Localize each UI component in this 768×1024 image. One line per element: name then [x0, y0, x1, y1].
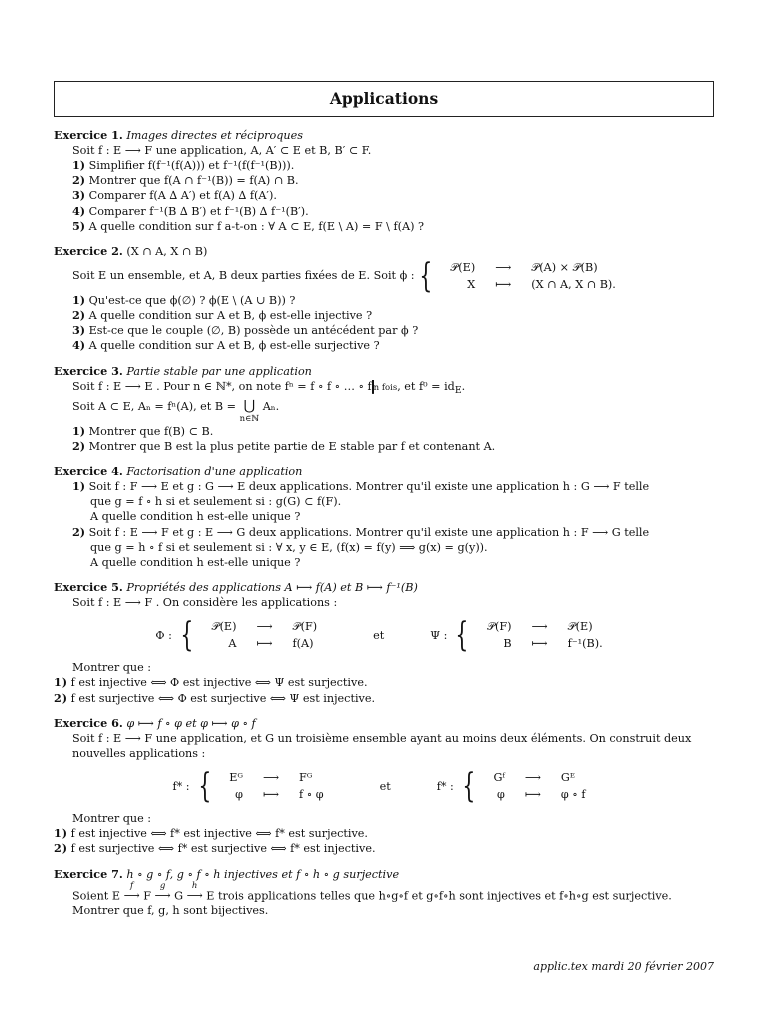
map-domain: 𝒫(E) — [450, 260, 476, 274]
exercise-2-intro-text: Soit E un ensemble, et A, B deux parties fixées de E. Soit ϕ : — [72, 269, 415, 283]
map-domain: Eᴳ — [229, 770, 243, 784]
union-subscript: n∈ℕ — [239, 413, 260, 424]
exercise-7-text-b: trois applications telles que h∘g∘f et g∘f∘h sont injectives et f∘h∘g est surjective. — [217, 889, 672, 903]
exercise-2-item-3 — [54, 323, 714, 338]
exercise-3-label: Exercice 3. — [54, 363, 123, 378]
Phi-mapping — [155, 615, 327, 656]
arrow-label: h — [191, 880, 198, 891]
map-image: φ ∘ f — [560, 788, 586, 802]
exercise-3-line2-b: Aₙ. — [262, 400, 280, 414]
exercise-5-label: Exercice 5. — [54, 579, 123, 594]
map-domain: 𝒫(E) — [211, 620, 237, 634]
exercise-6-item-1 — [54, 826, 714, 841]
map-arrow: ⟶ — [495, 260, 512, 274]
exercise-4-subtitle: Factorisation d'une application — [126, 465, 303, 479]
exercise-3-intro-b: , et f⁰ = id — [397, 379, 455, 393]
f-lower-star-table — [219, 769, 333, 803]
map-arrow: ⟼ — [531, 637, 548, 651]
left-brace: { — [418, 255, 432, 296]
exercise-5-item-2 — [54, 691, 714, 706]
item-number: 1) — [72, 158, 86, 173]
right-arrow-icon: ⟶ — [123, 889, 140, 903]
map-arrow: ⟶ — [531, 620, 548, 634]
underbrace — [310, 379, 397, 394]
item-text: f est surjective ⟺ f* est surjective ⟺ f* est injective. — [70, 842, 376, 856]
item-text: Soit f : E ⟶ F et g : E ⟶ G deux applications. Montrer qu'il existe une application h : F ⟶ G telle — [88, 525, 650, 539]
item-text: A quelle condition sur A et B, ϕ est-elle surjective ? — [88, 339, 380, 353]
item-number: 2) — [72, 308, 86, 323]
map-domain: 𝒫(F) — [486, 620, 512, 634]
exercise-1-intro: Soit f : E ⟶ F une application, A, A′ ⊂ E et B, B′ ⊂ F. — [72, 144, 372, 158]
exercise-1-item-5 — [54, 219, 714, 234]
left-brace: { — [455, 615, 469, 656]
exercise-5 — [54, 580, 714, 706]
exercise-3-item-2 — [54, 439, 714, 454]
item-text: Soit f : F ⟶ E et g : G ⟶ E deux applications. Montrer qu'il existe une application h : G ⟶ F telle — [88, 480, 650, 494]
map-domain: Gᶠ — [493, 770, 505, 784]
exercise-7 — [54, 867, 714, 919]
exercise-2-item-2 — [54, 308, 714, 323]
item-text: Montrer que B est la plus petite partie de E stable par f et contenant A. — [88, 440, 496, 454]
exercise-7-line-2: Montrer que f, g, h sont bijectives. — [72, 904, 269, 918]
exercise-6-intro-1: Soit f : E ⟶ F une application, et G un troisième ensemble ayant au moins deux éléments. On construit deux — [72, 731, 692, 745]
map-codomain: 𝒫(A) × 𝒫(B) — [531, 260, 598, 274]
map-image: (X ∩ A, X ∩ B). — [531, 277, 616, 291]
exercise-3-header — [54, 364, 714, 379]
left-brace: { — [180, 615, 194, 656]
map-arrow: ⟶ — [256, 620, 273, 634]
exercise-2-header — [54, 244, 714, 259]
map-arrow: ⟼ — [495, 277, 512, 291]
exercise-6-subtitle: φ ⟼ f ∘ φ et φ ⟼ φ ∘ f — [126, 716, 256, 730]
arrow-g — [155, 882, 171, 902]
map-arrow: ⟶ — [524, 770, 541, 784]
item-number: 2) — [72, 524, 86, 539]
underbrace-label: n fois — [373, 382, 398, 393]
item-number: 1) — [54, 675, 68, 690]
map-arrow: ⟶ — [263, 770, 280, 784]
item-text: f est surjective ⟺ Φ est surjective ⟺ Ψ est injective. — [70, 691, 376, 705]
map-codomain: Gᴱ — [560, 770, 575, 784]
exercise-2-label: Exercice 2. — [54, 243, 123, 258]
set-name: G — [174, 889, 184, 903]
map-image: f ∘ φ — [299, 788, 324, 802]
item-number: 1) — [72, 293, 86, 308]
exercise-1-item-1 — [54, 158, 714, 173]
item-number: 5) — [72, 218, 86, 233]
exercise-7-header — [54, 867, 714, 882]
exercise-4-item-1 — [54, 479, 714, 494]
f-upper-star-mapping — [436, 766, 596, 807]
f-upper-star-table — [483, 769, 595, 803]
exercise-1-item-2 — [54, 173, 714, 188]
item-text: Montrer que f(B) ⊂ B. — [88, 424, 214, 438]
footer: applic.tex mardi 20 février 2007 — [533, 960, 714, 973]
arrow-label: f — [130, 880, 134, 891]
left-brace: { — [197, 766, 211, 807]
and-word: et — [373, 628, 385, 642]
item-number: 4) — [72, 203, 86, 218]
item-text: Comparer f⁻¹(B ∆ B′) et f⁻¹(B) ∆ f⁻¹(B′). — [88, 204, 309, 218]
exercise-3-intro-end: . — [461, 379, 466, 393]
exercise-7-line-1 — [54, 882, 714, 904]
map-element: A — [228, 637, 237, 651]
item-number: 3) — [72, 188, 86, 203]
left-brace: { — [462, 766, 476, 807]
exercise-7-subtitle: h ∘ g ∘ f, g ∘ f ∘ h injectives et f ∘ h ∘ g surjective — [126, 867, 400, 881]
exercise-1-item-3 — [54, 188, 714, 203]
exercise-7-text-a: Soient E — [72, 889, 121, 903]
exercise-5-show: Montrer que : — [72, 661, 152, 675]
exercise-4-item-1-line-3: A quelle condition h est-elle unique ? — [90, 510, 301, 524]
document-body — [54, 128, 714, 928]
exercise-5-item-1 — [54, 675, 714, 690]
exercise-3-intro-a: Soit f : E ⟶ E . Pour n ∈ ℕ*, on note fⁿ = — [72, 379, 307, 393]
exercise-3-item-1 — [54, 424, 714, 439]
exercise-1-subtitle: Images directes et réciproques — [126, 129, 303, 142]
map-arrow: ⟼ — [263, 788, 280, 802]
exercise-4 — [54, 464, 714, 570]
map-arrow: ⟼ — [524, 788, 541, 802]
exercise-6-item-2 — [54, 841, 714, 856]
exercise-2-item-4 — [54, 338, 714, 353]
f-lower-star-mapping — [172, 766, 334, 807]
exercise-4-item-1-line-2: que g = f ∘ h si et seulement si : g(G) ⊂ f(F). — [90, 495, 342, 509]
item-number: 2) — [72, 173, 86, 188]
item-text: Qu'est-ce que ϕ(∅) ? ϕ(E \ (A ∪ B)) ? — [88, 294, 296, 308]
set-name: E — [206, 889, 215, 903]
exercise-7-label: Exercice 7. — [54, 866, 123, 881]
exercise-3-intro — [54, 379, 714, 398]
exercise-2 — [54, 244, 714, 354]
map-element: B — [503, 637, 512, 651]
exercise-6-header — [54, 716, 714, 731]
exercise-2-subtitle: (X ∩ A, X ∩ B) — [126, 244, 208, 258]
exercise-5-header — [54, 580, 714, 595]
exercise-4-item-2 — [54, 525, 714, 540]
Psi-mapping — [430, 615, 612, 656]
exercise-3-line-2 — [54, 399, 714, 423]
exercise-1 — [54, 128, 714, 234]
identity-subscript: E — [454, 384, 462, 396]
map-image: f⁻¹(B). — [567, 637, 603, 651]
set-name: F — [143, 889, 151, 903]
exercise-6 — [54, 716, 714, 857]
exercise-6-label: Exercice 6. — [54, 715, 123, 730]
item-text: A quelle condition sur A et B, ϕ est-elle injective ? — [88, 309, 373, 323]
right-arrow-icon: ⟶ — [154, 889, 171, 903]
exercise-5-mappings — [54, 615, 714, 656]
item-number: 4) — [72, 338, 86, 353]
exercise-3-subtitle: Partie stable par une application — [126, 364, 312, 378]
arrow-h — [187, 882, 203, 902]
map-codomain: 𝒫(E) — [567, 620, 593, 634]
exercise-3 — [54, 364, 714, 455]
exercise-4-label: Exercice 4. — [54, 464, 123, 479]
exercise-3-line2-a: Soit A ⊂ E, Aₙ = fⁿ(A), et B = — [72, 400, 237, 414]
exercise-4-item-2-line-3: A quelle condition h est-elle unique ? — [90, 555, 301, 569]
exercise-6-intro-2: nouvelles applications : — [72, 746, 206, 760]
exercise-6-show: Montrer que : — [72, 812, 152, 826]
right-arrow-icon: ⟶ — [186, 889, 203, 903]
item-number: 1) — [72, 479, 86, 494]
Phi-label: Φ : — [155, 628, 172, 642]
item-text: Montrer que f(A ∩ f⁻¹(B)) = f(A) ∩ B. — [88, 174, 299, 188]
exercise-2-item-1 — [54, 293, 714, 308]
item-text: Comparer f(A ∆ A′) et f(A) ∆ f(A′). — [88, 189, 277, 203]
item-text: Simplifier f(f⁻¹(f(A))) et f⁻¹(f(f⁻¹(B))). — [88, 159, 295, 173]
union-symbol: ⋃ — [243, 398, 256, 415]
item-text: f est injective ⟺ Φ est injective ⟺ Ψ est surjective. — [70, 676, 368, 690]
item-number: 2) — [54, 841, 68, 856]
item-number: 3) — [72, 323, 86, 338]
Phi-table — [202, 618, 328, 652]
item-number: 2) — [72, 439, 86, 454]
phi-mapping — [440, 259, 626, 293]
map-element: φ — [235, 788, 243, 802]
exercise-1-header — [54, 128, 714, 143]
exercise-5-intro: Soit f : E ⟶ F . On considère les applications : — [72, 596, 338, 609]
map-codomain: 𝒫(F) — [292, 620, 318, 634]
item-number: 1) — [54, 826, 68, 841]
exercise-1-item-4 — [54, 204, 714, 219]
page-title: Applications — [54, 81, 714, 117]
arrow-f — [124, 882, 140, 902]
item-text: f est injective ⟺ f* est injective ⟺ f* est surjective. — [70, 827, 368, 841]
exercise-6-mappings — [54, 766, 714, 807]
map-element: X — [467, 277, 476, 291]
and-word: et — [379, 779, 391, 793]
exercise-4-item-2-line-2: que g = h ∘ f si et seulement si : ∀ x, y ∈ E, (f(x) = f(y) ⟹ g(x) = g(y)). — [90, 540, 488, 554]
arrow-label: g — [159, 880, 166, 891]
f-lower-star-label: f* : — [172, 779, 190, 793]
map-image: f(A) — [292, 637, 314, 651]
item-number: 1) — [72, 423, 86, 438]
exercise-1-label: Exercice 1. — [54, 128, 123, 142]
exercise-4-header — [54, 464, 714, 479]
map-element: φ — [497, 788, 505, 802]
exercise-2-intro — [54, 255, 714, 296]
item-number: 2) — [54, 690, 68, 705]
map-arrow: ⟼ — [256, 637, 273, 651]
big-union — [240, 399, 260, 423]
Psi-table — [477, 618, 613, 652]
map-codomain: Fᴳ — [299, 770, 313, 784]
item-text: Est-ce que le couple (∅, B) possède un antécédent par ϕ ? — [88, 324, 419, 338]
exercise-5-subtitle: Propriétés des applications A ⟼ f(A) et B ⟼ f⁻¹(B) — [126, 580, 418, 594]
Psi-label: Ψ : — [430, 628, 448, 642]
item-text: A quelle condition sur f a-t-on : ∀ A ⊂ E, f(E \ A) = F \ f(A) ? — [88, 219, 424, 233]
f-upper-star-label: f* : — [436, 779, 454, 793]
underbrace-expression: f ∘ f ∘ … ∘ f — [310, 379, 372, 393]
